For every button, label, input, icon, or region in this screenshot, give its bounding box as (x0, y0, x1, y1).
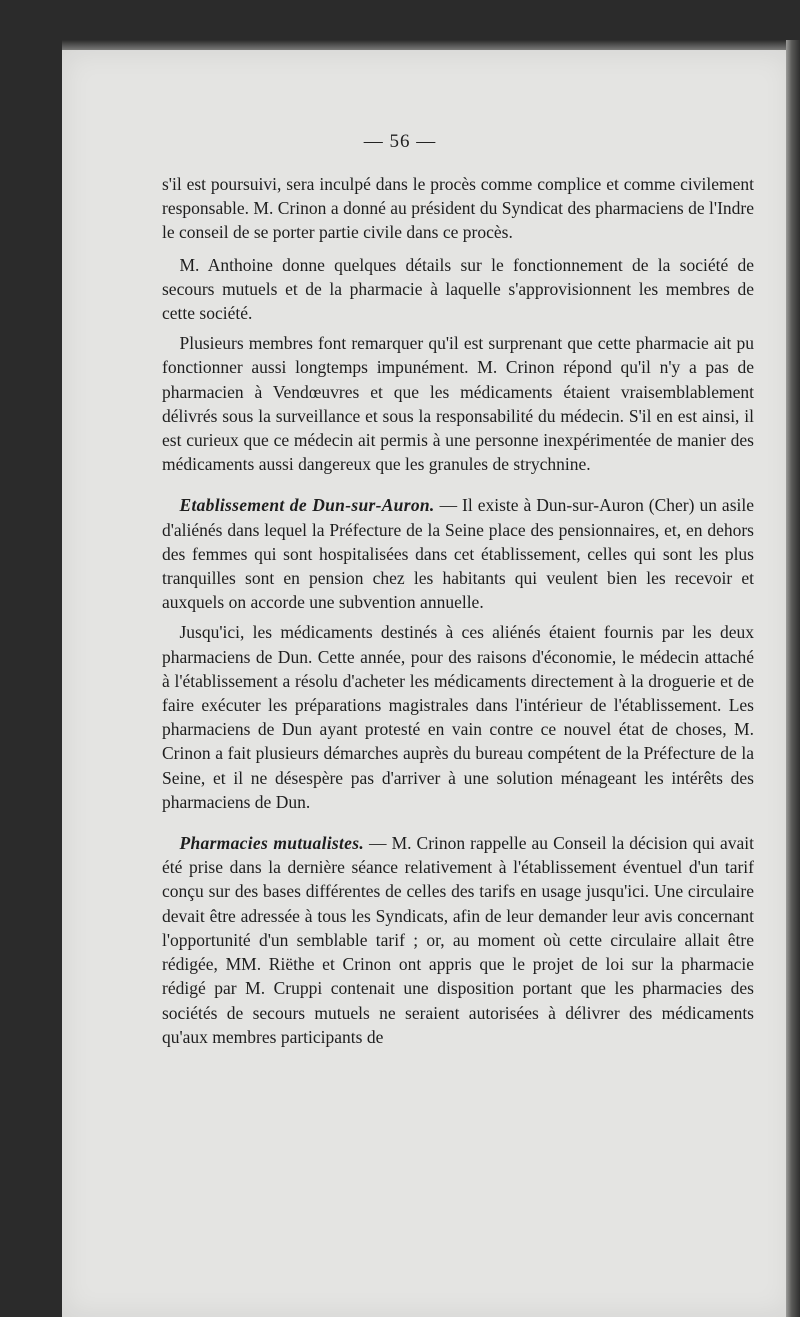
paragraph-5-text: Jusqu'ici, les médicaments destinés à ces aliénés étaient fournis par les deux pharmaciens de Dun. Cette année, pour des raisons d'économie, le médecin attaché à l'établissement a résolu d'acheter les médicaments directement à la droguerie et de faire exécuter les préparations magistrales dans l'intérieur de l'établissement. Les pharmaciens de Dun ayant protesté en vain contre ce nouvel état de choses, M. Crinon a fait plusieurs démarches auprès du bureau compétent de la Préfecture de la Seine, et il ne désespère pas d'arriver à une solution ménageant les intérêts des pharmaciens de Dun. (162, 622, 754, 812)
paragraph-1-text: s'il est poursuivi, sera inculpé dans le procès comme complice et comme civilement responsable. M. Crinon a donné au président du Syndicat des pharmaciens de l'Indre le conseil de se porter partie civile dans ce procès. (162, 174, 754, 243)
paragraph-3-text: Plusieurs membres font remarquer qu'il est surprenant que cette pharmacie ait pu fonctionner aussi longtemps impunément. M. Crinon répond qu'il n'y a pas de pharmacien à Vendœuvres et que les médicaments étaient vraisemblablement délivrés sous la surveillance et sous la responsabilité du médecin. S'il en est ainsi, il est curieux que ce médecin ait permis à une personne inexpérimentée de manier des médicaments aussi dangereux que les granules de strychnine. (162, 333, 754, 475)
book-spine-edge (786, 40, 800, 1317)
paragraph-5 (162, 620, 754, 814)
page-number: — 56 — (363, 131, 437, 152)
body-text (162, 172, 754, 1049)
paragraph-4 (162, 493, 754, 614)
paragraph-1 (162, 172, 754, 245)
section-heading-dun: Etablissement de Dun-sur-Auron. (179, 495, 435, 516)
section-heading-mutualistes: Pharmacies mutualistes. (179, 833, 365, 854)
paragraph-6-text: — M. Crinon rappelle au Conseil la décision qui avait été prise dans la dernière séance relativement à l'établissement éventuel d'un tarif conçu sur des bases différentes de celles des tarifs en usage jusqu'ici. Une circulaire devait être adressée à tous les Syndicats, afin de leur demander leur avis concernant l'opportunité d'un semblable tarif ; or, au moment où cette circulaire allait être rédigée, MM. Riëthe et Crinon ont appris que le projet de loi sur la pharmacie rédigé par M. Cruppi contenait une disposition portant que les pharmacies des sociétés de secours mutuels ne seraient autorisées à délivrer des médicaments qu'aux membres participants de (162, 833, 754, 1047)
paragraph-3 (162, 331, 754, 476)
paragraph-2-text: M. Anthoine donne quelques détails sur le fonctionnement de la société de secours mutuels et de la pharmacie à laquelle s'approvisionnent les membres de cette société. (162, 254, 754, 324)
paragraph-2 (162, 253, 754, 326)
paragraph-6 (162, 831, 754, 1049)
paragraph-4-text: — Il existe à Dun-sur-Auron (Cher) un asile d'aliénés dans lequel la Préfecture de la Seine place des pensionnaires, et, en dehors des femmes qui sont hospitalisées dans cet établissement, celles qui sont les plus tranquilles sont en pension chez les habitants qui veulent bien les recevoir et auxquels on accorde une subvention annuelle. (162, 495, 754, 613)
